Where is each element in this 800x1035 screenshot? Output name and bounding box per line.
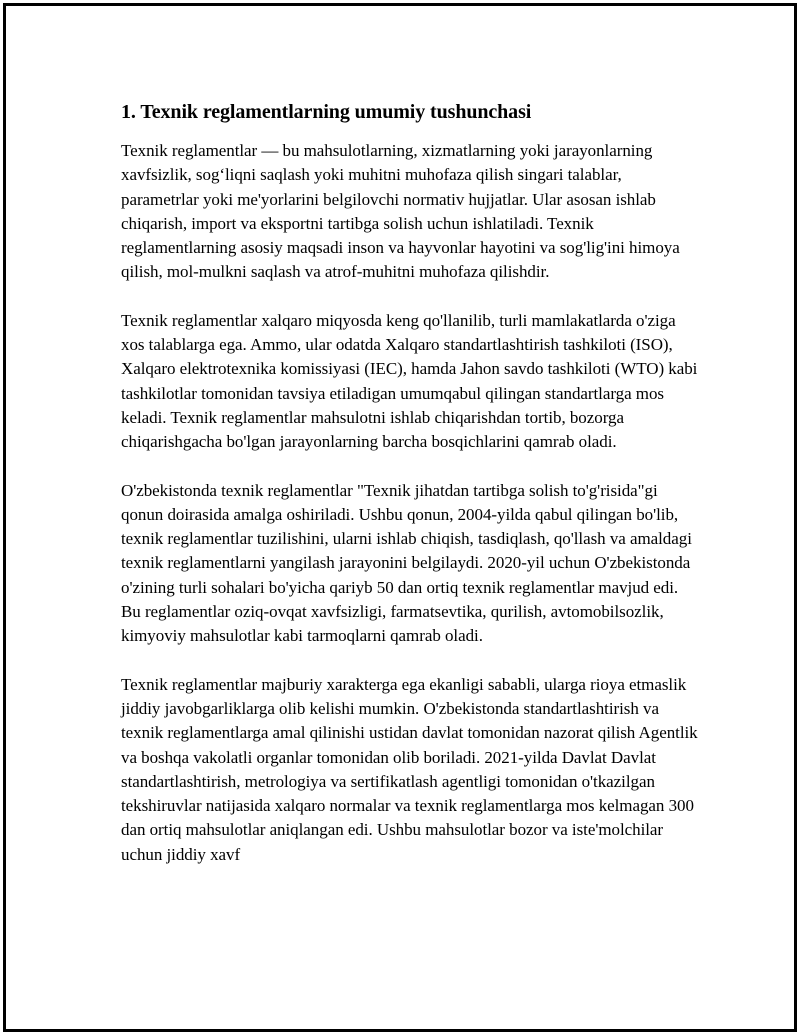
paragraph-2: Texnik reglamentlar xalqaro miqyosda keng qo'llanilib, turli mamlakatlarda o'ziga xos talablarga ega. Ammo, ular odatda Xalqaro standartlashtirish tashkiloti (ISO), Xalqaro elektrotexnika komissiyasi (IEC), hamda Jahon savdo tashkiloti (WTO) kabi tashkilotlar tomonidan tavsiya etiladigan umumqabul qilingan standartlarga mos keladi. Texnik reglamentlar mahsulotni ishlab chiqarishdan tortib, bozorga chiqarishgacha bo'lgan jarayonlarning barcha bosqichlarini qamrab oladi. bbox=[121, 310, 698, 452]
paragraph-3: O'zbekistonda texnik reglamentlar "Texnik jihatdan tartibga solish to'g'risida"gi qonun doirasida amalga oshiriladi. Ushbu qonun, 2004-yilda qabul qilingan bo'lib, texnik reglamentlar tuzilishini, ularni ishlab chiqish, tasdiqlash, qo'llash va amaldagi texnik reglamentlarni yangilash jarayonini belgilaydi. 2020-yil uchun O'zbekistonda o'zining turli sohalari bo'yicha qariyb 50 dan ortiq texnik reglamentlar mavjud edi. Bu reglamentlar oziq-ovqat xavfsizligi, farmatsevtika, qurilish, avtomobilsozlik, kimyoviy mahsulotlar kabi tarmoqlarni qamrab oladi. bbox=[121, 480, 692, 646]
paragraph-1: Texnik reglamentlar — bu mahsulotlarning, xizmatlarning yoki jarayonlarning xavfsizlik, sog‘liqni saqlash yoki muhitni muhofaza qilish singari talablar, parametrlar yoki me'yorlarini belgilovchi normativ hujjatlar. Ular asosan ishlab chiqarish, import va eksportni tartibga solish uchun ishlatiladi. Texnik reglamentlarning asosiy maqsadi inson va hayvonlar hayotini va sog'lig'ini himoya qilish, mol-mulkni saqlash va atrof-muhitni muhofaza qilishdir. bbox=[121, 141, 680, 282]
document-body bbox=[121, 98, 701, 867]
section-heading: 1. Texnik reglamentlarning umumiy tushunchasi bbox=[121, 101, 532, 123]
paragraph-4: Texnik reglamentlar majburiy xarakterga ega ekanligi sababli, ularga rioya etmaslik jiddiy javobgarliklarga olib kelishi mumkin. O'zbekistonda standartlashtirish va texnik reglamentlarga amal qilinishi ustidan davlat tomonidan nazorat qilish Agentlik va boshqa vakolatli organlar tomonidan olib boriladi. 2021-yilda Davlat Davlat standartlashtirish, metrologiya va sertifikatlash agentligi tomonidan o'tkazilgan tekshiruvlar natijasida xalqaro normalar va texnik reglamentlarga mos kelmagan 300 dan ortiq mahsulotlar aniqlangan edi. Ushbu mahsulotlar bozor va iste'molchilar uchun jiddiy xavf bbox=[121, 674, 698, 864]
page-frame bbox=[3, 3, 797, 1032]
